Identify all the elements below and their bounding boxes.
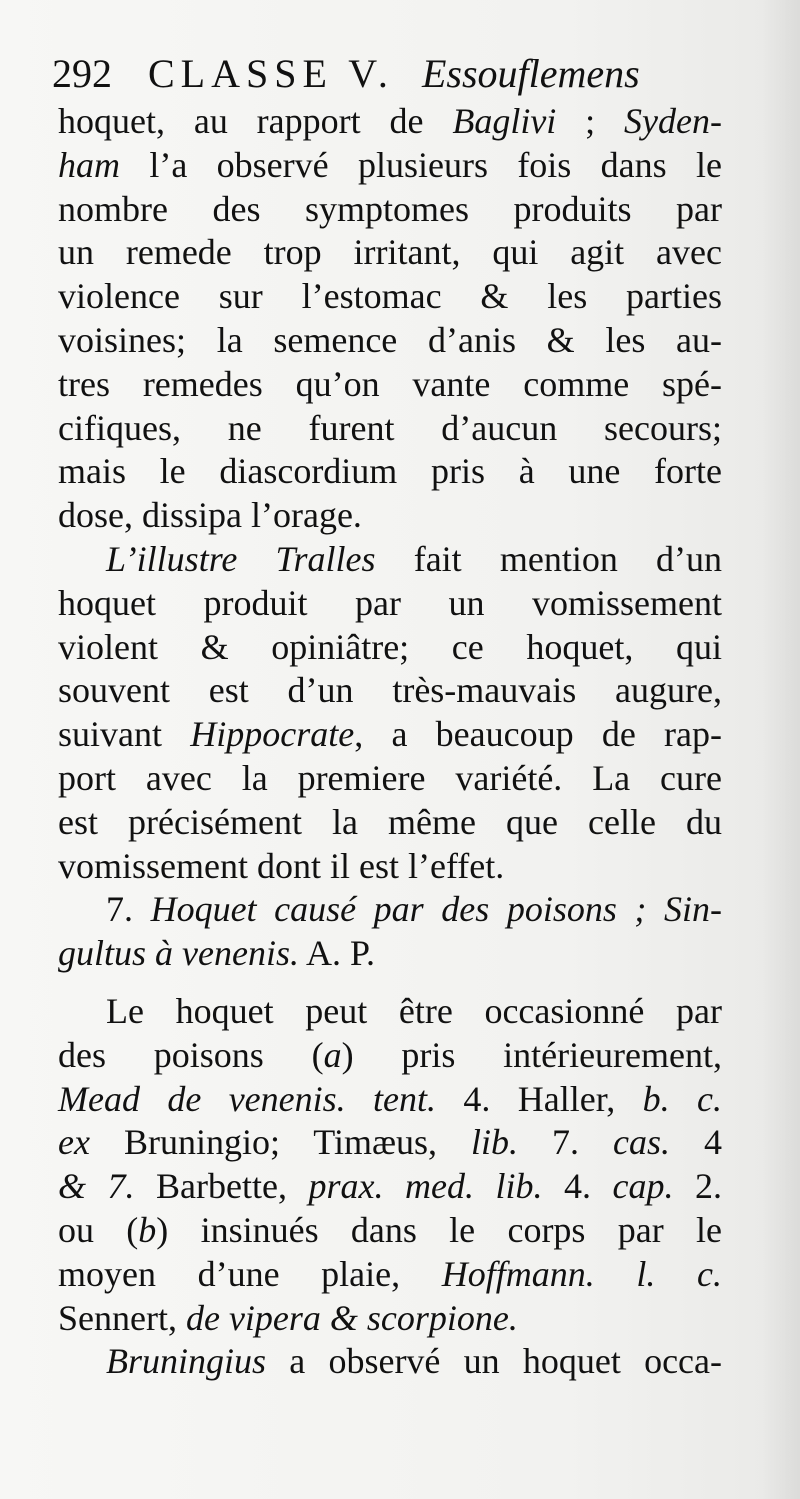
text-line (58, 757, 722, 801)
text-run: 7. (106, 889, 151, 930)
italic-text: b (138, 1209, 157, 1250)
text-run: 2. (673, 1166, 723, 1207)
text-run: suivant (58, 714, 191, 755)
text-run: un remede trop irritant, qui agit avec (58, 232, 722, 273)
text-run: , a beaucoup de rap- (354, 714, 722, 755)
text-run: ) pris intérieurement, (341, 1034, 723, 1075)
italic-text: L’illustre Tralles (106, 538, 376, 579)
text-run: des poisons ( (58, 1034, 324, 1075)
text-line (58, 494, 722, 538)
italic-text: Bruningius (106, 1341, 267, 1382)
italic-text: Mead de venenis. tent. (58, 1078, 436, 1119)
text-line (58, 1253, 722, 1297)
text-line (58, 1297, 722, 1341)
text-run: violence sur l’estomac & les parties (58, 276, 722, 317)
text-run: Sennert, (58, 1297, 186, 1338)
italic-text: cas. (613, 1122, 671, 1163)
text-line (58, 144, 722, 188)
text-run: fait mention d’un (375, 538, 722, 579)
text-run: nombre des symptomes produits par (58, 188, 722, 229)
text-run: 4. Haller, (436, 1078, 643, 1119)
text-line (58, 1340, 722, 1384)
page-number: 292 (52, 51, 112, 96)
text-run: voisines; la semence d’anis & les au- (58, 319, 722, 360)
text-line (58, 538, 722, 582)
italic-text: & 7. (58, 1166, 135, 1207)
italic-text: de vipera & scorpione. (185, 1297, 518, 1338)
text-run: souvent est d’un très-mauvais augure, (58, 670, 722, 711)
italic-text: Syden- (624, 101, 722, 141)
page-edge-shadow (760, 0, 800, 1499)
text-run: mais le diascordium pris à une forte (58, 451, 722, 492)
text-run: hoquet, au rapport de (58, 101, 453, 141)
text-run: ) insinués dans le corps par le (156, 1209, 722, 1250)
italic-text: ham (58, 144, 120, 185)
paragraph-gap (58, 976, 722, 990)
text-run: l’a observé plusieurs fois dans le (120, 144, 722, 185)
text-line (58, 582, 722, 626)
italic-text: b. c. (642, 1078, 722, 1119)
text-run: 4 (670, 1122, 722, 1163)
italic-text: gultus à venenis. (58, 933, 299, 974)
italic-text: cap. (612, 1166, 674, 1207)
text-line (58, 1165, 722, 1209)
text-run: Barbette, (134, 1166, 309, 1207)
text-line (58, 845, 722, 889)
text-run: cifiques, ne furent d’aucun secours; (58, 407, 722, 448)
text-line (58, 990, 722, 1034)
italic-text: Hoquet causé par des poisons ; Sin- (150, 889, 722, 930)
text-line (58, 713, 722, 757)
text-run: Bruningio; Timæus, (89, 1122, 472, 1163)
text-run: 7. (518, 1122, 614, 1163)
italic-text: Hoffmann. l. c. (441, 1253, 722, 1294)
text-line (58, 801, 722, 845)
italic-text: Baglivi (452, 101, 557, 141)
text-line (58, 363, 722, 407)
text-line (58, 888, 722, 932)
text-line (58, 319, 722, 363)
text-run: vomissement dont il est l’effet. (58, 845, 505, 886)
text-line (58, 932, 722, 976)
text-run: A. P. (298, 933, 376, 974)
text-line (58, 626, 722, 670)
text-line (58, 188, 722, 232)
text-line (58, 1034, 722, 1078)
text-run: moyen d’une plaie, (58, 1253, 442, 1294)
text-line (58, 275, 722, 319)
text-line (58, 669, 722, 713)
class-label: CLASSE V. (148, 51, 394, 96)
body-text (58, 100, 722, 1384)
text-line (58, 1209, 722, 1253)
italic-text: lib. (471, 1122, 519, 1163)
text-line (58, 450, 722, 494)
text-line (58, 407, 722, 451)
text-line (58, 231, 722, 275)
text-line (58, 1121, 722, 1165)
italic-text: a (323, 1034, 342, 1075)
text-run: 4. (542, 1166, 613, 1207)
text-run: est précisément la même que celle du (58, 801, 722, 842)
section-title: Essouflemens (421, 51, 640, 96)
text-run: ou ( (58, 1209, 139, 1250)
text-line (58, 1078, 722, 1122)
text-run: ; (556, 101, 625, 141)
text-run: Le hoquet peut être occasionné par (106, 990, 722, 1031)
text-run: tres remedes qu’on vante comme spé- (58, 363, 722, 404)
text-run: violent & opiniâtre; ce hoquet, qui (58, 626, 722, 667)
running-header (52, 46, 752, 102)
text-run: hoquet produit par un vomissement (58, 582, 722, 623)
italic-text: ex (58, 1122, 90, 1163)
text-run: port avec la premiere variété. La cure (58, 757, 722, 798)
italic-text: prax. med. lib. (308, 1166, 543, 1207)
text-line (58, 100, 722, 144)
text-run: a observé un hoquet occa- (266, 1341, 722, 1382)
italic-text: Hippocrate (190, 714, 355, 755)
text-run: dose, dissipa l’orage. (58, 495, 362, 536)
